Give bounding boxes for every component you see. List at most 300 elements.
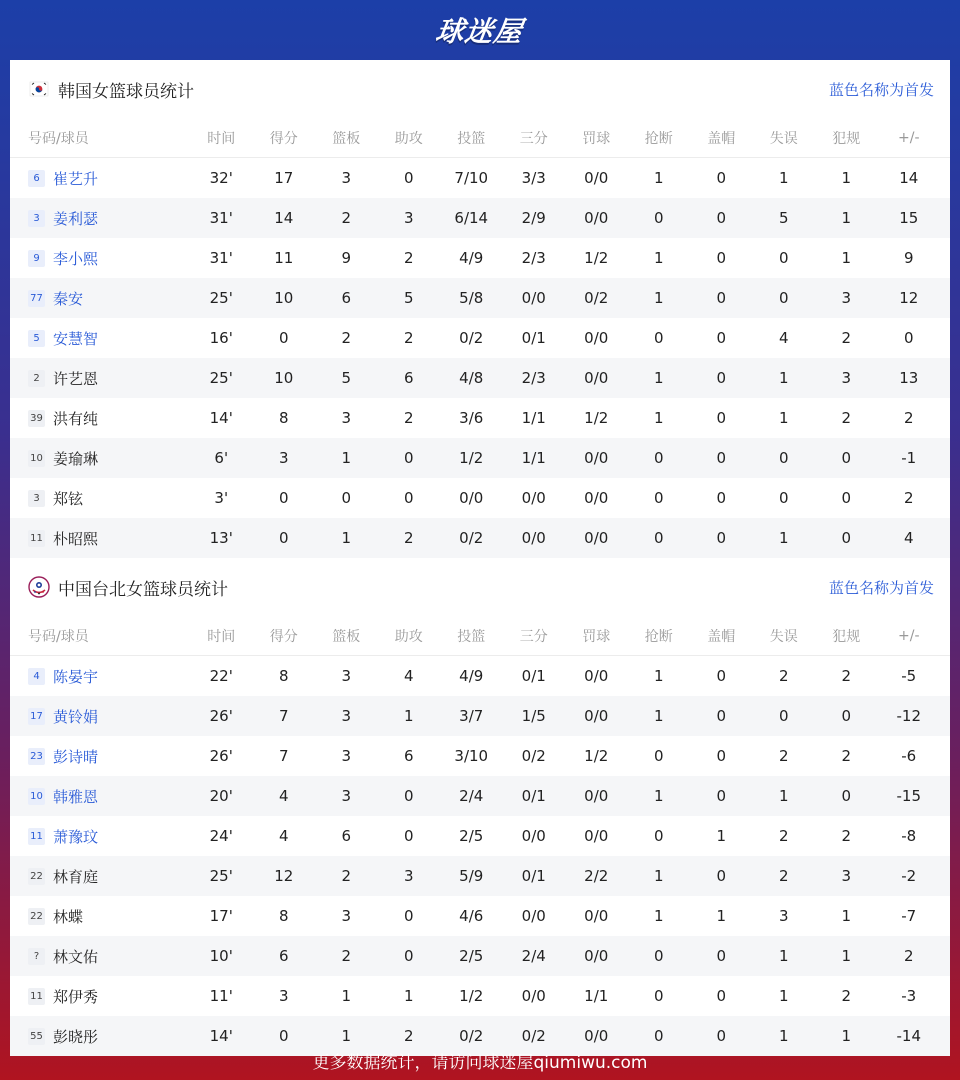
stat-cell: 3 [403,209,414,227]
stat-cell: 3 [278,449,289,467]
stat-cell: 12 [899,289,919,307]
player-cell[interactable] [10,786,190,807]
stat-cell: 2/3 [521,249,546,267]
stat-cell: 1 [778,987,789,1005]
stat-cell: 1 [653,369,664,387]
jersey-number: 3 [28,210,45,227]
stat-cell: 0 [716,489,727,507]
stat-cell: 3 [341,707,352,725]
stat-cell: 0/0 [584,707,609,725]
stat-cell: 9 [341,249,352,267]
stat-cell: 1 [653,707,664,725]
stat-cell: 0/0 [584,449,609,467]
player-cell[interactable] [10,706,190,727]
player-row[interactable] [10,736,950,776]
stat-cell: 0/2 [584,289,609,307]
stat-cell: 31' [209,209,233,227]
stat-cell: 2/5 [459,947,484,965]
column-header: 时间 [207,628,236,645]
stat-cell: 0 [841,449,852,467]
column-header: 罚球 [582,628,611,645]
player-cell[interactable] [10,208,190,229]
player-row[interactable] [10,398,950,438]
stat-cell: 1 [778,947,789,965]
stat-cell: 2 [778,827,789,845]
player-row[interactable] [10,198,950,238]
player-row[interactable] [10,896,950,936]
stat-cell: 8 [278,907,289,925]
player-cell[interactable] [10,666,190,687]
player-row[interactable] [10,278,950,318]
stat-cell: 3 [841,867,852,885]
player-cell[interactable] [10,946,190,967]
stat-cell: -14 [896,1027,921,1045]
stat-cell: 0 [403,827,414,845]
player-name[interactable]: 彭晓彤 [53,1027,99,1046]
jersey-number: 5 [28,330,45,347]
player-cell[interactable] [10,328,190,349]
stat-cell: 0/2 [459,329,484,347]
player-name[interactable]: 彭诗晴 [53,747,99,766]
stat-cell: 14' [209,409,233,427]
stat-cell: 20' [209,787,233,805]
column-header: 三分 [519,628,548,645]
player-name[interactable]: 姜利瑟 [53,209,99,228]
stat-cell: 0 [653,827,664,845]
stat-cell: 0/0 [521,827,546,845]
stat-cell: 0 [403,947,414,965]
stat-cell: 0 [778,249,789,267]
stat-cell: 4/6 [459,907,484,925]
stat-cell: 1 [841,907,852,925]
stat-cell: 0 [716,529,727,547]
player-cell[interactable] [10,826,190,847]
stat-cell: 1 [653,907,664,925]
stat-cell: 4 [778,329,789,347]
stat-cell: 3/3 [521,169,546,187]
stat-cell: 5/9 [459,867,484,885]
player-cell[interactable] [10,168,190,189]
stat-cell: 1/1 [521,449,546,467]
stat-cell: 0/0 [584,787,609,805]
stat-cell: 0 [841,707,852,725]
jersey-number: 11 [28,828,45,845]
stat-cell: 3/10 [454,747,489,765]
stat-cell: 0 [653,489,664,507]
stat-cell: 2 [778,747,789,765]
stat-cell: 2 [841,827,852,845]
player-name[interactable]: 安慧智 [53,329,99,348]
column-header: 得分 [269,628,298,645]
player-row[interactable] [10,976,950,1016]
column-header: +/- [898,129,920,146]
jersey-number: 6 [28,170,45,187]
jersey-number: 17 [28,708,45,725]
player-name[interactable]: 林蝶 [53,907,84,926]
stat-cell: 2/5 [459,827,484,845]
column-header: 投篮 [457,628,486,645]
player-cell[interactable] [10,986,190,1007]
column-header: 篮板 [332,628,361,645]
player-name[interactable]: 陈晏宇 [53,667,99,686]
stat-cell: 0 [403,169,414,187]
stat-cell: 1 [341,529,352,547]
stat-cell: 1 [841,1027,852,1045]
stat-cell: 0/0 [584,329,609,347]
player-cell[interactable] [10,248,190,269]
stats-panel [10,60,950,1046]
column-header: 助攻 [394,130,423,147]
stat-cell: 0 [716,787,727,805]
stat-cell: 25' [209,369,233,387]
stat-cell: 2 [403,329,414,347]
stat-cell: 0/0 [521,489,546,507]
column-header: 投篮 [457,130,486,147]
stat-cell: 2 [903,489,914,507]
column-header: 抢断 [644,628,673,645]
jersey-number: ? [28,948,45,965]
team-section-0 [10,60,950,558]
jersey-number: 9 [28,250,45,267]
stat-cell: 1 [778,169,789,187]
stat-cell: 32' [209,169,233,187]
player-row[interactable] [10,696,950,736]
stat-cell: 0/0 [584,827,609,845]
player-row[interactable] [10,776,950,816]
team-section-header [10,60,950,118]
stat-cell: 0 [716,667,727,685]
stat-cell: 0/0 [584,947,609,965]
player-cell[interactable] [10,528,190,549]
stat-cell: 2 [841,329,852,347]
column-header: 犯规 [832,628,861,645]
column-header: 盖帽 [707,628,736,645]
stat-cell: 2 [341,329,352,347]
stat-cell: 0 [278,489,289,507]
stat-cell: 6' [214,449,229,467]
player-name[interactable]: 姜瑜琳 [53,449,99,468]
stat-cell: 17' [209,907,233,925]
footer-text: 更多数据统计，请访问球迷屋qiumiwu.com [312,1052,648,1073]
player-cell[interactable] [10,746,190,767]
player-name[interactable]: 黄铃娟 [53,707,99,726]
stat-cell: 6 [403,369,414,387]
column-header: 得分 [269,130,298,147]
stat-cell: 1 [841,249,852,267]
column-header: 盖帽 [707,130,736,147]
stat-cell: 0 [716,947,727,965]
player-row[interactable] [10,936,950,976]
column-header: 抢断 [644,130,673,147]
table-header-row [10,118,950,158]
column-header: 号码/球员 [28,130,89,147]
player-name[interactable]: 许艺恩 [53,369,99,388]
stat-cell: 3 [278,987,289,1005]
stat-cell: 0/2 [459,529,484,547]
jersey-number: 22 [28,908,45,925]
stat-cell: 3 [841,289,852,307]
stat-cell: 0/0 [584,369,609,387]
stat-cell: 5/8 [459,289,484,307]
stat-cell: 0/1 [521,329,546,347]
player-name[interactable]: 朴昭熙 [53,529,99,548]
stat-cell: 3 [403,867,414,885]
player-row[interactable] [10,856,950,896]
stat-cell: 1 [403,707,414,725]
top-header [0,0,960,60]
stat-cell: 3 [341,907,352,925]
player-name[interactable]: 萧豫玟 [53,827,99,846]
team-sections [10,60,950,1056]
team-stats-title: 中国台北女篮球员统计 [58,579,228,600]
player-name[interactable]: 郑伊秀 [53,987,99,1006]
stat-cell: 14 [899,169,919,187]
stat-cell: -12 [896,707,921,725]
stat-cell: 0 [716,747,727,765]
stat-cell: 2 [403,1027,414,1045]
player-row[interactable] [10,318,950,358]
stat-cell: 3/6 [459,409,484,427]
player-name[interactable]: 秦安 [53,289,84,308]
stat-cell: 1 [841,947,852,965]
jersey-number: 10 [28,788,45,805]
stat-cell: 0 [653,529,664,547]
stat-cell: 1/1 [584,987,609,1005]
stat-cell: 2/3 [521,369,546,387]
stat-cell: 14' [209,1027,233,1045]
stat-cell: 2 [341,209,352,227]
stat-cell: 9 [903,249,914,267]
jersey-number: 11 [28,530,45,547]
stat-cell: 0 [716,209,727,227]
stat-cell: 2 [403,529,414,547]
player-name[interactable]: 李小熙 [53,249,99,268]
stat-cell: 4/9 [459,667,484,685]
stat-cell: 0/2 [521,747,546,765]
stat-cell: -15 [896,787,921,805]
stat-cell: 1 [341,1027,352,1045]
jersey-number: 77 [28,290,45,307]
player-row[interactable] [10,478,950,518]
jersey-number: 2 [28,370,45,387]
stat-cell: 8 [278,409,289,427]
column-header: 罚球 [582,130,611,147]
stat-cell: 0/0 [584,907,609,925]
stat-cell: 2 [841,667,852,685]
stat-cell: 3 [341,787,352,805]
stat-cell: 1 [653,289,664,307]
player-row[interactable] [10,238,950,278]
stat-cell: 2 [341,947,352,965]
jersey-number: 3 [28,490,45,507]
stat-cell: 1/2 [584,747,609,765]
stat-cell: 2 [341,867,352,885]
jersey-number: 11 [28,988,45,1005]
column-header: 失误 [769,628,798,645]
stat-cell: 0 [278,529,289,547]
stat-cell: 4 [278,787,289,805]
stat-cell: 0 [716,169,727,187]
player-row[interactable] [10,816,950,856]
stat-cell: 1/2 [459,987,484,1005]
stat-cell: 0 [716,369,727,387]
stat-cell: 24' [209,827,233,845]
stat-cell: 0 [778,449,789,467]
stat-cell: 0 [841,787,852,805]
stat-cell: 22' [209,667,233,685]
stat-cell: 7 [278,707,289,725]
stat-cell: 6/14 [454,209,489,227]
player-name[interactable]: 林育庭 [53,867,99,886]
stat-cell: 0 [653,987,664,1005]
stat-cell: 1/5 [521,707,546,725]
stat-cell: 0/0 [521,987,546,1005]
player-cell[interactable] [10,866,190,887]
team-stats-title: 韩国女篮球员统计 [58,81,194,102]
team-section-1 [10,558,950,1056]
stat-cell: 2/2 [584,867,609,885]
stat-cell: 6 [341,289,352,307]
stat-cell: 0/0 [521,289,546,307]
stat-cell: 6 [341,827,352,845]
column-header: +/- [898,627,920,644]
stat-cell: 1/2 [584,249,609,267]
stat-cell: 1 [778,369,789,387]
stat-cell: 0/0 [584,209,609,227]
player-name[interactable]: 郑铉 [53,489,84,508]
stat-cell: 0 [653,329,664,347]
stat-cell: 2/4 [459,787,484,805]
stat-cell: 0/2 [459,1027,484,1045]
stat-cell: 4/8 [459,369,484,387]
stat-cell: 0/0 [584,489,609,507]
stat-cell: 1 [653,169,664,187]
player-name[interactable]: 洪有纯 [53,409,99,428]
stat-cell: 11' [209,987,233,1005]
stat-cell: 2 [903,947,914,965]
stat-cell: 0 [903,329,914,347]
jersey-number: 55 [28,1028,45,1045]
stat-cell: 0/0 [521,529,546,547]
stat-cell: 0 [653,947,664,965]
stat-cell: 2 [841,747,852,765]
stat-cell: 0 [653,209,664,227]
player-cell[interactable] [10,448,190,469]
stat-cell: 1 [341,987,352,1005]
footer-banner[interactable] [0,1040,960,1080]
team-section-header [10,558,950,616]
player-cell[interactable] [10,408,190,429]
stat-cell: 0 [716,449,727,467]
stat-cell: 0/2 [521,1027,546,1045]
stat-cell: 4 [903,529,914,547]
stat-cell: 3 [341,169,352,187]
stat-cell: 10 [274,369,294,387]
stat-cell: 1 [403,987,414,1005]
stat-cell: 2/4 [521,947,546,965]
stat-cell: 2 [841,987,852,1005]
player-cell[interactable] [10,288,190,309]
player-row[interactable] [10,656,950,696]
stat-cell: 2 [778,867,789,885]
player-cell[interactable] [10,906,190,927]
stat-cell: 3 [841,369,852,387]
player-cell[interactable] [10,368,190,389]
stat-cell: -1 [901,449,917,467]
stat-cell: 0/0 [584,169,609,187]
stat-cell: 13 [899,369,919,387]
player-name[interactable]: 林文佑 [53,947,99,966]
stat-cell: 0 [778,289,789,307]
stat-cell: 2 [403,249,414,267]
player-row[interactable] [10,158,950,198]
column-header: 犯规 [832,130,861,147]
stat-cell: 1 [841,209,852,227]
jersey-number: 4 [28,668,45,685]
stat-cell: 3 [341,667,352,685]
stat-cell: 4 [403,667,414,685]
stat-cell: 1 [778,409,789,427]
qiumiwu-logo: 球迷屋 [433,15,526,48]
player-row[interactable] [10,438,950,478]
stat-cell: 3 [778,907,789,925]
player-row[interactable] [10,358,950,398]
stat-cell: 2/9 [521,209,546,227]
stat-cell: 3' [214,489,229,507]
jersey-number: 39 [28,410,45,427]
stat-cell: 0 [403,907,414,925]
stat-cell: 13' [209,529,233,547]
stat-cell: 1/2 [584,409,609,427]
stat-cell: 16' [209,329,233,347]
jersey-number: 22 [28,868,45,885]
stat-cell: -6 [901,747,917,765]
stat-cell: 1 [653,409,664,427]
stat-cell: 10' [209,947,233,965]
stat-cell: -7 [901,907,917,925]
stat-cell: 1 [778,529,789,547]
stat-cell: 0 [716,249,727,267]
player-row[interactable] [10,518,950,558]
stat-cell: 7/10 [454,169,489,187]
stat-cell: 0 [341,489,352,507]
stat-cell: 0 [716,867,727,885]
stat-cell: 6 [403,747,414,765]
jersey-number: 23 [28,748,45,765]
table-header-row [10,616,950,656]
player-cell[interactable] [10,488,190,509]
stat-cell: 0 [716,409,727,427]
stat-cell: 1 [653,867,664,885]
stat-cell: 1 [716,827,727,845]
stat-cell: 5 [403,289,414,307]
stat-cell: 2 [841,409,852,427]
stat-cell: 26' [209,707,233,725]
stat-cell: 0 [403,489,414,507]
chinese-taipei-flag-icon [28,576,50,598]
stat-cell: 8 [278,667,289,685]
stat-cell: -2 [901,867,917,885]
stat-cell: 15 [899,209,919,227]
stat-cell: 5 [341,369,352,387]
column-header: 助攻 [394,628,423,645]
stat-cell: 2 [403,409,414,427]
stat-cell: 0 [841,529,852,547]
player-name[interactable]: 韩雅恩 [53,787,99,806]
stat-cell: 31' [209,249,233,267]
player-name[interactable]: 崔艺升 [53,169,99,188]
stat-cell: 1 [341,449,352,467]
